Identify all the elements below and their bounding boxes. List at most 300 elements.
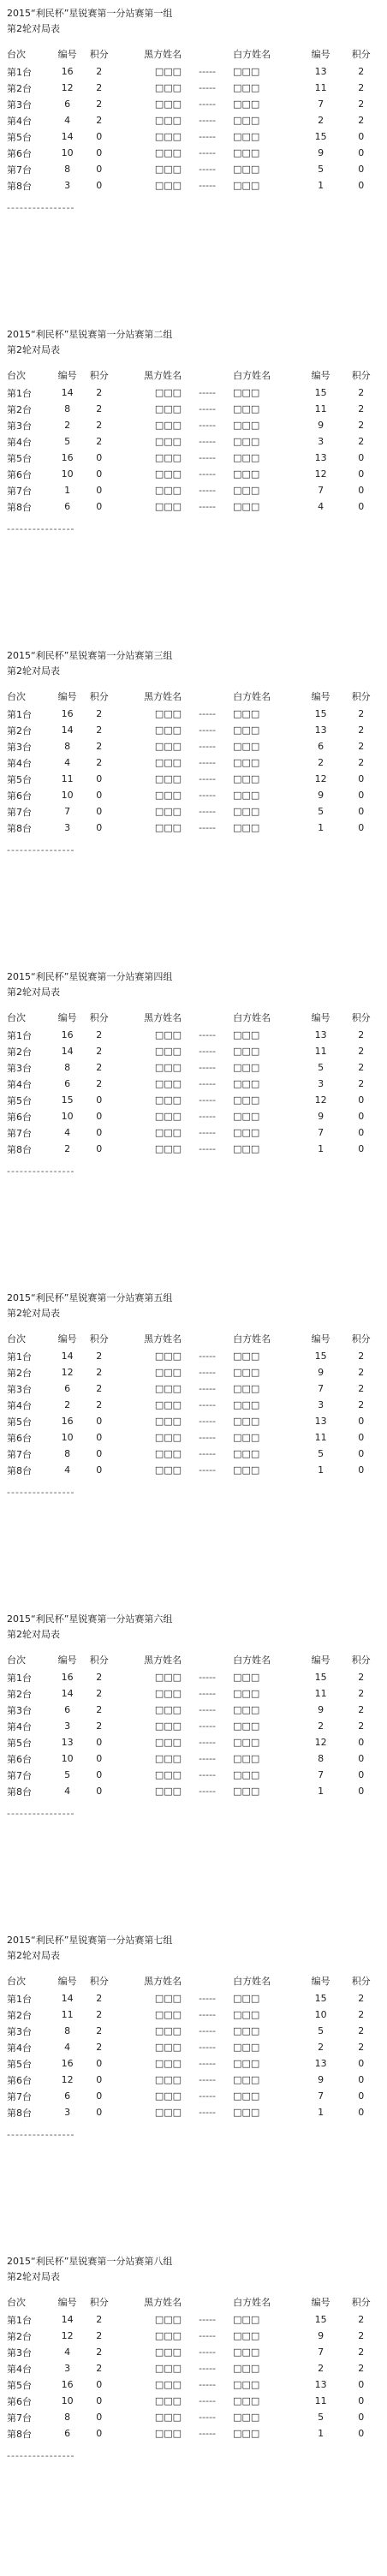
board-cell: 第1台 xyxy=(7,387,32,399)
board-cell: 第5台 xyxy=(7,452,32,464)
group-title: 2015“利民杯”星锐赛第一分站赛第四组 xyxy=(7,971,173,982)
black-points-cell: 2 xyxy=(96,82,103,93)
black-points-cell: 0 xyxy=(96,1786,103,1797)
board-cell: 第2台 xyxy=(7,1688,32,1700)
board-cell: 第6台 xyxy=(7,1753,32,1765)
vs-separator: ----- xyxy=(199,1399,217,1410)
vs-separator: ----- xyxy=(199,420,217,431)
white-points-cell: 2 xyxy=(358,387,365,398)
black-number-cell: 2 xyxy=(64,1143,71,1154)
board-cell: 第5台 xyxy=(7,1416,32,1428)
black-points-cell: 0 xyxy=(96,131,103,142)
separator-line: ---------------- xyxy=(7,523,75,534)
table-header-row xyxy=(7,1008,380,1027)
group-title: 2015“利民杯”星锐赛第一分站赛第三组 xyxy=(7,650,173,661)
table-row xyxy=(7,2072,380,2088)
white-points-cell: 2 xyxy=(358,741,365,752)
black-points-cell: 0 xyxy=(96,1143,103,1154)
black-points-cell: 2 xyxy=(96,1367,103,1378)
header-vs-separator xyxy=(185,1008,229,1027)
board-cell: 第7台 xyxy=(7,485,32,497)
board-cell: 第7台 xyxy=(7,1127,32,1139)
table-row xyxy=(7,1685,380,1702)
header-board-cell: 台次 xyxy=(7,370,26,381)
black-points-cell: 2 xyxy=(96,2314,103,2325)
vs-separator: ----- xyxy=(199,2058,217,2069)
white-points-cell: 0 xyxy=(358,790,365,801)
black-name-cell: □□□ xyxy=(154,708,182,719)
header-white-points-cell: 积分 xyxy=(351,1012,371,1023)
white-name-cell: □□□ xyxy=(233,806,260,817)
black-name-cell: □□□ xyxy=(154,2025,182,2036)
vs-separator: ----- xyxy=(199,2042,217,2053)
white-points-cell: 0 xyxy=(358,1416,365,1427)
white-points-cell: 2 xyxy=(358,1383,365,1394)
white-name-cell: □□□ xyxy=(233,1786,260,1797)
pairing-table xyxy=(7,1650,380,1799)
board-cell: 第8台 xyxy=(7,501,32,513)
black-points-cell: 0 xyxy=(96,1416,103,1427)
round-label: 第2轮对局表 xyxy=(7,987,60,998)
table-row xyxy=(7,2393,380,2409)
black-points-cell: 0 xyxy=(96,2090,103,2102)
black-points-cell: 2 xyxy=(96,115,103,126)
black-points-cell: 2 xyxy=(96,1062,103,1073)
table-row xyxy=(7,1092,380,1108)
header-white-name-cell: 白方姓名 xyxy=(233,1333,271,1345)
black-name-cell: □□□ xyxy=(154,1029,182,1041)
vs-separator: ----- xyxy=(199,2363,217,2374)
black-points-cell: 2 xyxy=(96,1399,103,1410)
black-points-cell: 0 xyxy=(96,1432,103,1443)
board-cell: 第3台 xyxy=(7,1704,32,1716)
black-points-cell: 2 xyxy=(96,1383,103,1394)
board-cell: 第5台 xyxy=(7,1737,32,1749)
header-white-name-cell: 白方姓名 xyxy=(233,49,271,60)
white-number-cell: 6 xyxy=(318,741,324,752)
white-points-cell: 0 xyxy=(358,1094,365,1106)
white-points-cell: 2 xyxy=(358,420,365,431)
black-name-cell: □□□ xyxy=(154,1432,182,1443)
black-points-cell: 0 xyxy=(96,790,103,801)
black-points-cell: 0 xyxy=(96,180,103,191)
black-name-cell: □□□ xyxy=(154,2379,182,2390)
board-cell: 第5台 xyxy=(7,2058,32,2070)
header-black-number-cell: 编号 xyxy=(57,2297,77,2308)
header-vs-separator xyxy=(185,1329,229,1348)
black-points-cell: 2 xyxy=(96,1720,103,1732)
board-cell: 第8台 xyxy=(7,2107,32,2119)
vs-separator: ----- xyxy=(199,1111,217,1122)
black-points-cell: 2 xyxy=(96,2330,103,2341)
header-black-number-cell: 编号 xyxy=(57,49,77,60)
white-name-cell: □□□ xyxy=(233,2042,260,2053)
black-name-cell: □□□ xyxy=(154,741,182,752)
white-name-cell: □□□ xyxy=(233,1351,260,1362)
table-header-row xyxy=(7,2293,380,2311)
black-points-cell: 2 xyxy=(96,1351,103,1362)
table-row xyxy=(7,2088,380,2104)
table-row xyxy=(7,1364,380,1380)
white-name-cell: □□□ xyxy=(233,420,260,431)
black-number-cell: 14 xyxy=(61,1688,74,1699)
header-white-points-cell: 积分 xyxy=(351,1655,371,1666)
vs-separator: ----- xyxy=(199,2074,217,2085)
white-number-cell: 5 xyxy=(318,2025,324,2036)
table-row xyxy=(7,2360,380,2376)
header-black-points-cell: 积分 xyxy=(89,1655,109,1666)
table-header-row xyxy=(7,45,380,63)
white-points-cell: 2 xyxy=(358,2330,365,2341)
vs-separator: ----- xyxy=(199,1753,217,1764)
black-number-cell: 14 xyxy=(61,1046,74,1057)
vs-separator: ----- xyxy=(199,1432,217,1443)
white-name-cell: □□□ xyxy=(233,436,260,447)
header-white-points-cell: 积分 xyxy=(351,370,371,381)
black-number-cell: 5 xyxy=(64,1769,71,1780)
black-name-cell: □□□ xyxy=(154,1046,182,1057)
board-cell: 第3台 xyxy=(7,741,32,753)
group-1 xyxy=(7,7,380,328)
table-row xyxy=(7,820,380,836)
white-name-cell: □□□ xyxy=(233,1416,260,1427)
vs-separator: ----- xyxy=(199,131,217,142)
black-points-cell: 2 xyxy=(96,1688,103,1699)
board-cell: 第4台 xyxy=(7,115,32,127)
black-name-cell: □□□ xyxy=(154,757,182,768)
board-cell: 第4台 xyxy=(7,436,32,448)
board-cell: 第8台 xyxy=(7,2428,32,2440)
black-name-cell: □□□ xyxy=(154,1753,182,1764)
white-name-cell: □□□ xyxy=(233,2090,260,2102)
white-name-cell: □□□ xyxy=(233,2074,260,2085)
board-cell: 第8台 xyxy=(7,1464,32,1476)
board-cell: 第2台 xyxy=(7,2330,32,2342)
table-row xyxy=(7,433,380,450)
white-name-cell: □□□ xyxy=(233,790,260,801)
white-number-cell: 5 xyxy=(318,164,324,175)
white-number-cell: 2 xyxy=(318,2363,324,2374)
board-cell: 第2台 xyxy=(7,82,32,94)
black-number-cell: 16 xyxy=(61,66,74,77)
white-points-cell: 0 xyxy=(358,806,365,817)
white-number-cell: 15 xyxy=(314,1351,327,1362)
white-number-cell: 11 xyxy=(314,1688,327,1699)
white-points-cell: 0 xyxy=(358,131,365,142)
white-points-cell: 2 xyxy=(358,2025,365,2036)
table-row xyxy=(7,1043,380,1059)
board-cell: 第6台 xyxy=(7,468,32,480)
white-points-cell: 0 xyxy=(358,1464,365,1476)
white-name-cell: □□□ xyxy=(233,1046,260,1057)
header-board-cell: 台次 xyxy=(7,1333,26,1345)
black-number-cell: 16 xyxy=(61,2379,74,2390)
black-points-cell: 0 xyxy=(96,1448,103,1459)
white-number-cell: 5 xyxy=(318,1448,324,1459)
white-name-cell: □□□ xyxy=(233,2379,260,2390)
white-points-cell: 0 xyxy=(358,773,365,784)
black-points-cell: 0 xyxy=(96,2107,103,2118)
black-number-cell: 6 xyxy=(64,2090,71,2102)
white-name-cell: □□□ xyxy=(233,773,260,784)
header-black-name-cell: 黑方姓名 xyxy=(144,1655,182,1666)
black-number-cell: 10 xyxy=(61,468,74,480)
black-points-cell: 2 xyxy=(96,741,103,752)
table-row xyxy=(7,2344,380,2360)
group-4 xyxy=(7,970,380,1291)
white-number-cell: 9 xyxy=(318,1704,324,1715)
white-name-cell: □□□ xyxy=(233,1111,260,1122)
header-black-name-cell: 黑方姓名 xyxy=(144,49,182,60)
header-white-name-cell: 白方姓名 xyxy=(233,1976,271,1987)
white-number-cell: 3 xyxy=(318,1399,324,1410)
vs-separator: ----- xyxy=(199,452,217,463)
group-7 xyxy=(7,1934,380,2255)
board-cell: 第7台 xyxy=(7,1448,32,1460)
white-points-cell: 0 xyxy=(358,2107,365,2118)
header-white-name-cell: 白方姓名 xyxy=(233,2297,271,2308)
header-black-points-cell: 积分 xyxy=(89,49,109,60)
white-number-cell: 1 xyxy=(318,180,324,191)
black-points-cell: 0 xyxy=(96,147,103,158)
separator-line: ---------------- xyxy=(7,2129,75,2140)
black-number-cell: 4 xyxy=(64,757,71,768)
pairing-table xyxy=(7,687,380,836)
separator-line: ---------------- xyxy=(7,1166,75,1177)
table-row xyxy=(7,2311,380,2328)
white-name-cell: □□□ xyxy=(233,2346,260,2358)
white-points-cell: 2 xyxy=(358,436,365,447)
table-row xyxy=(7,385,380,401)
white-points-cell: 0 xyxy=(358,1786,365,1797)
table-row xyxy=(7,706,380,722)
header-black-name-cell: 黑方姓名 xyxy=(144,1976,182,1987)
round-label: 第2轮对局表 xyxy=(7,1629,60,1640)
black-name-cell: □□□ xyxy=(154,2009,182,2020)
board-cell: 第1台 xyxy=(7,66,32,78)
header-white-number-cell: 编号 xyxy=(311,1655,330,1666)
black-name-cell: □□□ xyxy=(154,501,182,512)
header-black-points-cell: 积分 xyxy=(89,1333,109,1345)
black-number-cell: 2 xyxy=(64,1399,71,1410)
header-black-name-cell: 黑方姓名 xyxy=(144,1012,182,1023)
black-number-cell: 10 xyxy=(61,147,74,158)
black-points-cell: 0 xyxy=(96,485,103,496)
white-number-cell: 1 xyxy=(318,2428,324,2439)
black-name-cell: □□□ xyxy=(154,1127,182,1138)
white-number-cell: 11 xyxy=(314,1432,327,1443)
white-points-cell: 0 xyxy=(358,1448,365,1459)
white-points-cell: 2 xyxy=(358,403,365,414)
vs-separator: ----- xyxy=(199,2107,217,2118)
white-number-cell: 13 xyxy=(314,452,327,463)
white-number-cell: 1 xyxy=(318,1464,324,1476)
table-row xyxy=(7,1750,380,1767)
white-number-cell: 3 xyxy=(318,436,324,447)
white-name-cell: □□□ xyxy=(233,2395,260,2406)
black-points-cell: 2 xyxy=(96,757,103,768)
black-number-cell: 14 xyxy=(61,1993,74,2004)
header-board-cell: 台次 xyxy=(7,1976,26,1987)
header-black-points-cell: 积分 xyxy=(89,2297,109,2308)
white-points-cell: 2 xyxy=(358,1062,365,1073)
vs-separator: ----- xyxy=(199,1786,217,1797)
white-name-cell: □□□ xyxy=(233,1672,260,1683)
white-points-cell: 0 xyxy=(358,2074,365,2085)
vs-separator: ----- xyxy=(199,66,217,77)
white-points-cell: 0 xyxy=(358,1753,365,1764)
board-cell: 第8台 xyxy=(7,180,32,192)
white-points-cell: 2 xyxy=(358,2314,365,2325)
vs-separator: ----- xyxy=(199,2090,217,2102)
table-row xyxy=(7,498,380,515)
board-cell: 第3台 xyxy=(7,420,32,432)
board-cell: 第6台 xyxy=(7,1111,32,1123)
vs-separator: ----- xyxy=(199,164,217,175)
table-row xyxy=(7,1380,380,1397)
vs-separator: ----- xyxy=(199,1464,217,1476)
white-number-cell: 9 xyxy=(318,790,324,801)
black-points-cell: 0 xyxy=(96,2074,103,2085)
white-points-cell: 0 xyxy=(358,2090,365,2102)
table-row xyxy=(7,722,380,738)
table-row xyxy=(7,2328,380,2344)
white-number-cell: 12 xyxy=(314,773,327,784)
group-title: 2015“利民杯”星锐赛第一分站赛第五组 xyxy=(7,1292,173,1303)
white-number-cell: 13 xyxy=(314,724,327,736)
black-name-cell: □□□ xyxy=(154,2058,182,2069)
white-name-cell: □□□ xyxy=(233,1432,260,1443)
header-vs-separator xyxy=(185,1971,229,1990)
vs-separator: ----- xyxy=(199,1672,217,1683)
white-number-cell: 9 xyxy=(318,1111,324,1122)
white-name-cell: □□□ xyxy=(233,1078,260,1089)
table-header-row xyxy=(7,366,380,385)
table-row xyxy=(7,80,380,96)
table-row xyxy=(7,2023,380,2039)
vs-separator: ----- xyxy=(199,2428,217,2439)
group-6 xyxy=(7,1613,380,1934)
vs-separator: ----- xyxy=(199,1062,217,1073)
board-cell: 第6台 xyxy=(7,2395,32,2407)
black-number-cell: 15 xyxy=(61,1094,74,1106)
black-name-cell: □□□ xyxy=(154,2428,182,2439)
black-number-cell: 5 xyxy=(64,436,71,447)
black-name-cell: □□□ xyxy=(154,180,182,191)
black-name-cell: □□□ xyxy=(154,1399,182,1410)
black-name-cell: □□□ xyxy=(154,2090,182,2102)
black-points-cell: 0 xyxy=(96,1753,103,1764)
white-name-cell: □□□ xyxy=(233,708,260,719)
vs-separator: ----- xyxy=(199,2379,217,2390)
black-name-cell: □□□ xyxy=(154,403,182,414)
header-white-points-cell: 积分 xyxy=(351,49,371,60)
white-name-cell: □□□ xyxy=(233,1367,260,1378)
white-points-cell: 0 xyxy=(358,822,365,833)
white-name-cell: □□□ xyxy=(233,822,260,833)
separator-line: ---------------- xyxy=(7,1808,75,1819)
black-points-cell: 0 xyxy=(96,822,103,833)
black-name-cell: □□□ xyxy=(154,1448,182,1459)
white-number-cell: 15 xyxy=(314,2314,327,2325)
black-number-cell: 3 xyxy=(64,180,71,191)
black-points-cell: 2 xyxy=(96,2025,103,2036)
table-row xyxy=(7,738,380,754)
white-name-cell: □□□ xyxy=(233,724,260,736)
black-number-cell: 7 xyxy=(64,806,71,817)
white-name-cell: □□□ xyxy=(233,131,260,142)
board-cell: 第1台 xyxy=(7,1351,32,1363)
round-label: 第2轮对局表 xyxy=(7,665,60,677)
black-number-cell: 10 xyxy=(61,2395,74,2406)
white-name-cell: □□□ xyxy=(233,1094,260,1106)
black-name-cell: □□□ xyxy=(154,724,182,736)
white-name-cell: □□□ xyxy=(233,66,260,77)
black-name-cell: □□□ xyxy=(154,822,182,833)
white-number-cell: 7 xyxy=(318,2090,324,2102)
white-points-cell: 0 xyxy=(358,1737,365,1748)
white-points-cell: 0 xyxy=(358,452,365,463)
separator-line: ---------------- xyxy=(7,2450,75,2461)
black-number-cell: 8 xyxy=(64,2025,71,2036)
vs-separator: ----- xyxy=(199,1367,217,1378)
board-cell: 第1台 xyxy=(7,1029,32,1041)
header-board-cell: 台次 xyxy=(7,1655,26,1666)
board-cell: 第4台 xyxy=(7,1720,32,1732)
group-title: 2015“利民杯”星锐赛第一分站赛第一组 xyxy=(7,8,173,19)
white-name-cell: □□□ xyxy=(233,452,260,463)
white-number-cell: 11 xyxy=(314,2395,327,2406)
white-number-cell: 2 xyxy=(318,115,324,126)
board-cell: 第6台 xyxy=(7,2074,32,2086)
board-cell: 第6台 xyxy=(7,790,32,802)
header-black-points-cell: 积分 xyxy=(89,1976,109,1987)
round-label: 第2轮对局表 xyxy=(7,2271,60,2282)
vs-separator: ----- xyxy=(199,1688,217,1699)
white-number-cell: 12 xyxy=(314,1094,327,1106)
white-number-cell: 13 xyxy=(314,2379,327,2390)
black-name-cell: □□□ xyxy=(154,2412,182,2423)
white-points-cell: 2 xyxy=(358,1993,365,2004)
vs-separator: ----- xyxy=(199,98,217,110)
white-points-cell: 2 xyxy=(358,1367,365,1378)
white-number-cell: 9 xyxy=(318,147,324,158)
header-black-number-cell: 编号 xyxy=(57,1655,77,1666)
vs-separator: ----- xyxy=(199,1720,217,1732)
header-black-number-cell: 编号 xyxy=(57,370,77,381)
white-number-cell: 12 xyxy=(314,1737,327,1748)
white-number-cell: 11 xyxy=(314,82,327,93)
header-white-number-cell: 编号 xyxy=(311,1333,330,1345)
black-name-cell: □□□ xyxy=(154,1367,182,1378)
separator-line: ---------------- xyxy=(7,844,75,856)
vs-separator: ----- xyxy=(199,2330,217,2341)
white-points-cell: 0 xyxy=(358,1432,365,1443)
group-title: 2015“利民杯”星锐赛第一分站赛第七组 xyxy=(7,1935,173,1946)
header-black-number-cell: 编号 xyxy=(57,691,77,702)
black-number-cell: 10 xyxy=(61,790,74,801)
black-name-cell: □□□ xyxy=(154,1094,182,1106)
table-row xyxy=(7,1141,380,1157)
black-points-cell: 0 xyxy=(96,1094,103,1106)
table-row xyxy=(7,2409,380,2425)
black-name-cell: □□□ xyxy=(154,98,182,110)
black-points-cell: 2 xyxy=(96,1704,103,1715)
black-name-cell: □□□ xyxy=(154,452,182,463)
white-number-cell: 13 xyxy=(314,1029,327,1041)
black-points-cell: 2 xyxy=(96,420,103,431)
vs-separator: ----- xyxy=(199,1351,217,1362)
